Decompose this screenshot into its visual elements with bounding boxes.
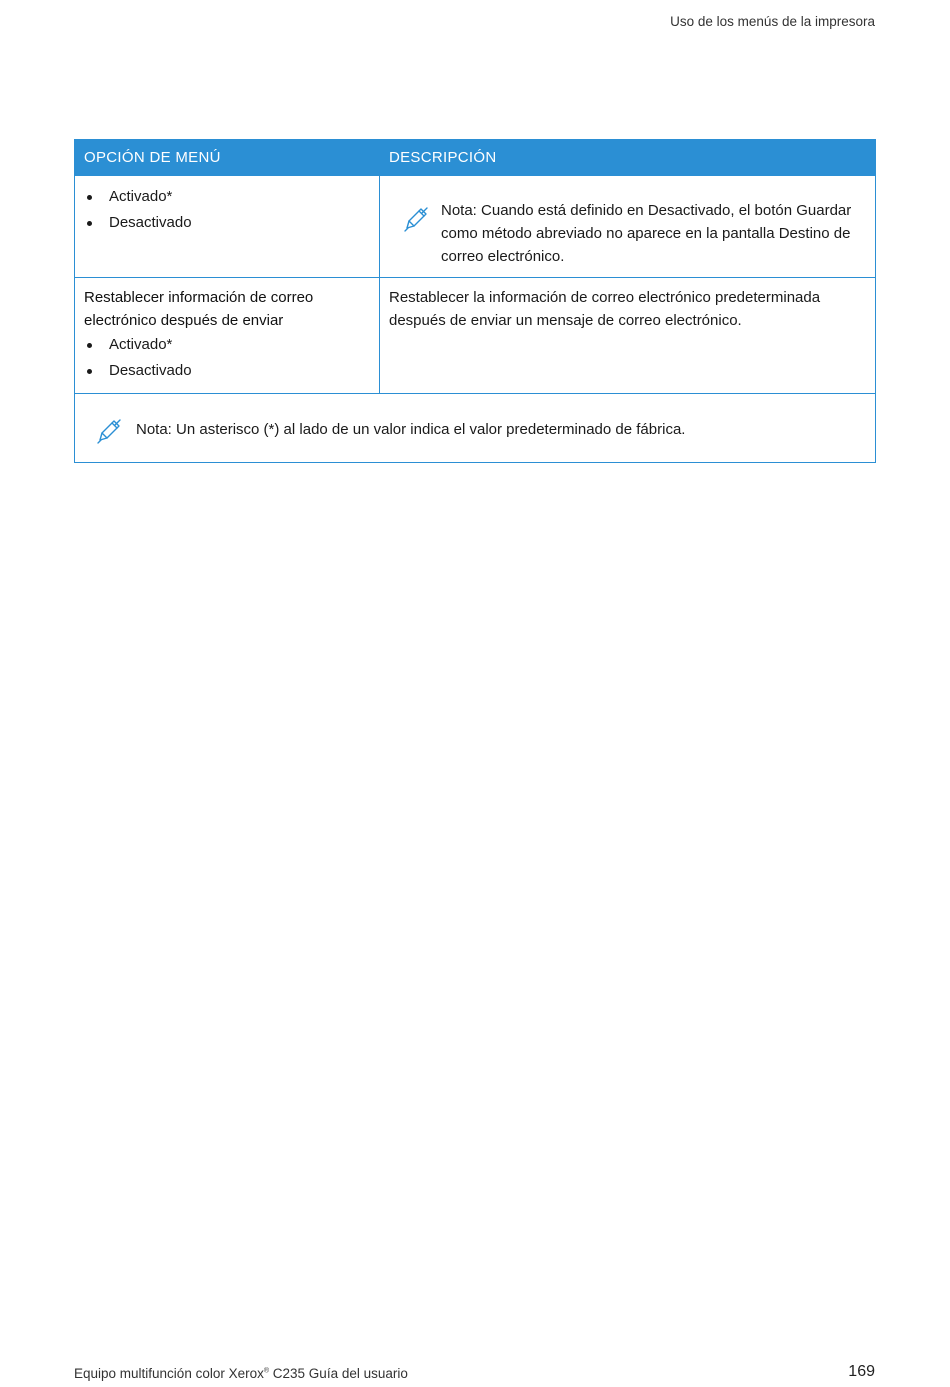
note-text: Nota: Cuando está definido en Desactivado, el botón Guardar como método abreviado no aparece en la pantalla Destino de correo electrónico. (441, 202, 852, 265)
registered-mark: ® (263, 1367, 270, 1375)
page-number: 169 (848, 1363, 875, 1380)
footnote (84, 408, 866, 452)
list-item: Desactivado (84, 210, 370, 236)
menu-option-cell (75, 278, 380, 394)
list-item: Activado* (84, 184, 370, 210)
menu-option-cell (75, 176, 380, 278)
description-cell (380, 278, 876, 394)
description-cell (380, 176, 876, 278)
note-block (389, 184, 866, 268)
list-item: Activado* (84, 332, 370, 358)
footnote-cell (75, 394, 876, 463)
pencil-note-icon (96, 418, 122, 444)
footer-product-prefix: Equipo multifunción color Xerox (74, 1366, 264, 1381)
list-item: Desactivado (84, 358, 370, 384)
menu-options-table (74, 139, 876, 463)
table-header-row (75, 140, 876, 176)
column-header-description: DESCRIPCIÓN (380, 140, 876, 176)
footer-product-suffix: C235 Guía del usuario (269, 1366, 408, 1381)
table-row (75, 278, 876, 394)
page-footer (74, 1366, 408, 1381)
option-values-list (84, 184, 370, 236)
option-values-list (84, 332, 370, 384)
description-text: Restablecer la información de correo electrónico predeterminada después de enviar un mensaje de correo electrónico. (389, 289, 821, 329)
pencil-note-icon (403, 206, 429, 232)
table-footnote-row (75, 394, 876, 463)
table-row (75, 176, 876, 278)
menu-option-title: Restablecer información de correo electrónico después de enviar (84, 289, 314, 329)
running-header: Uso de los menús de la impresora (670, 14, 875, 29)
column-header-menu-option: OPCIÓN DE MENÚ (75, 140, 380, 176)
footnote-text: Nota: Un asterisco (*) al lado de un valor indica el valor predeterminado de fábrica. (136, 421, 686, 438)
